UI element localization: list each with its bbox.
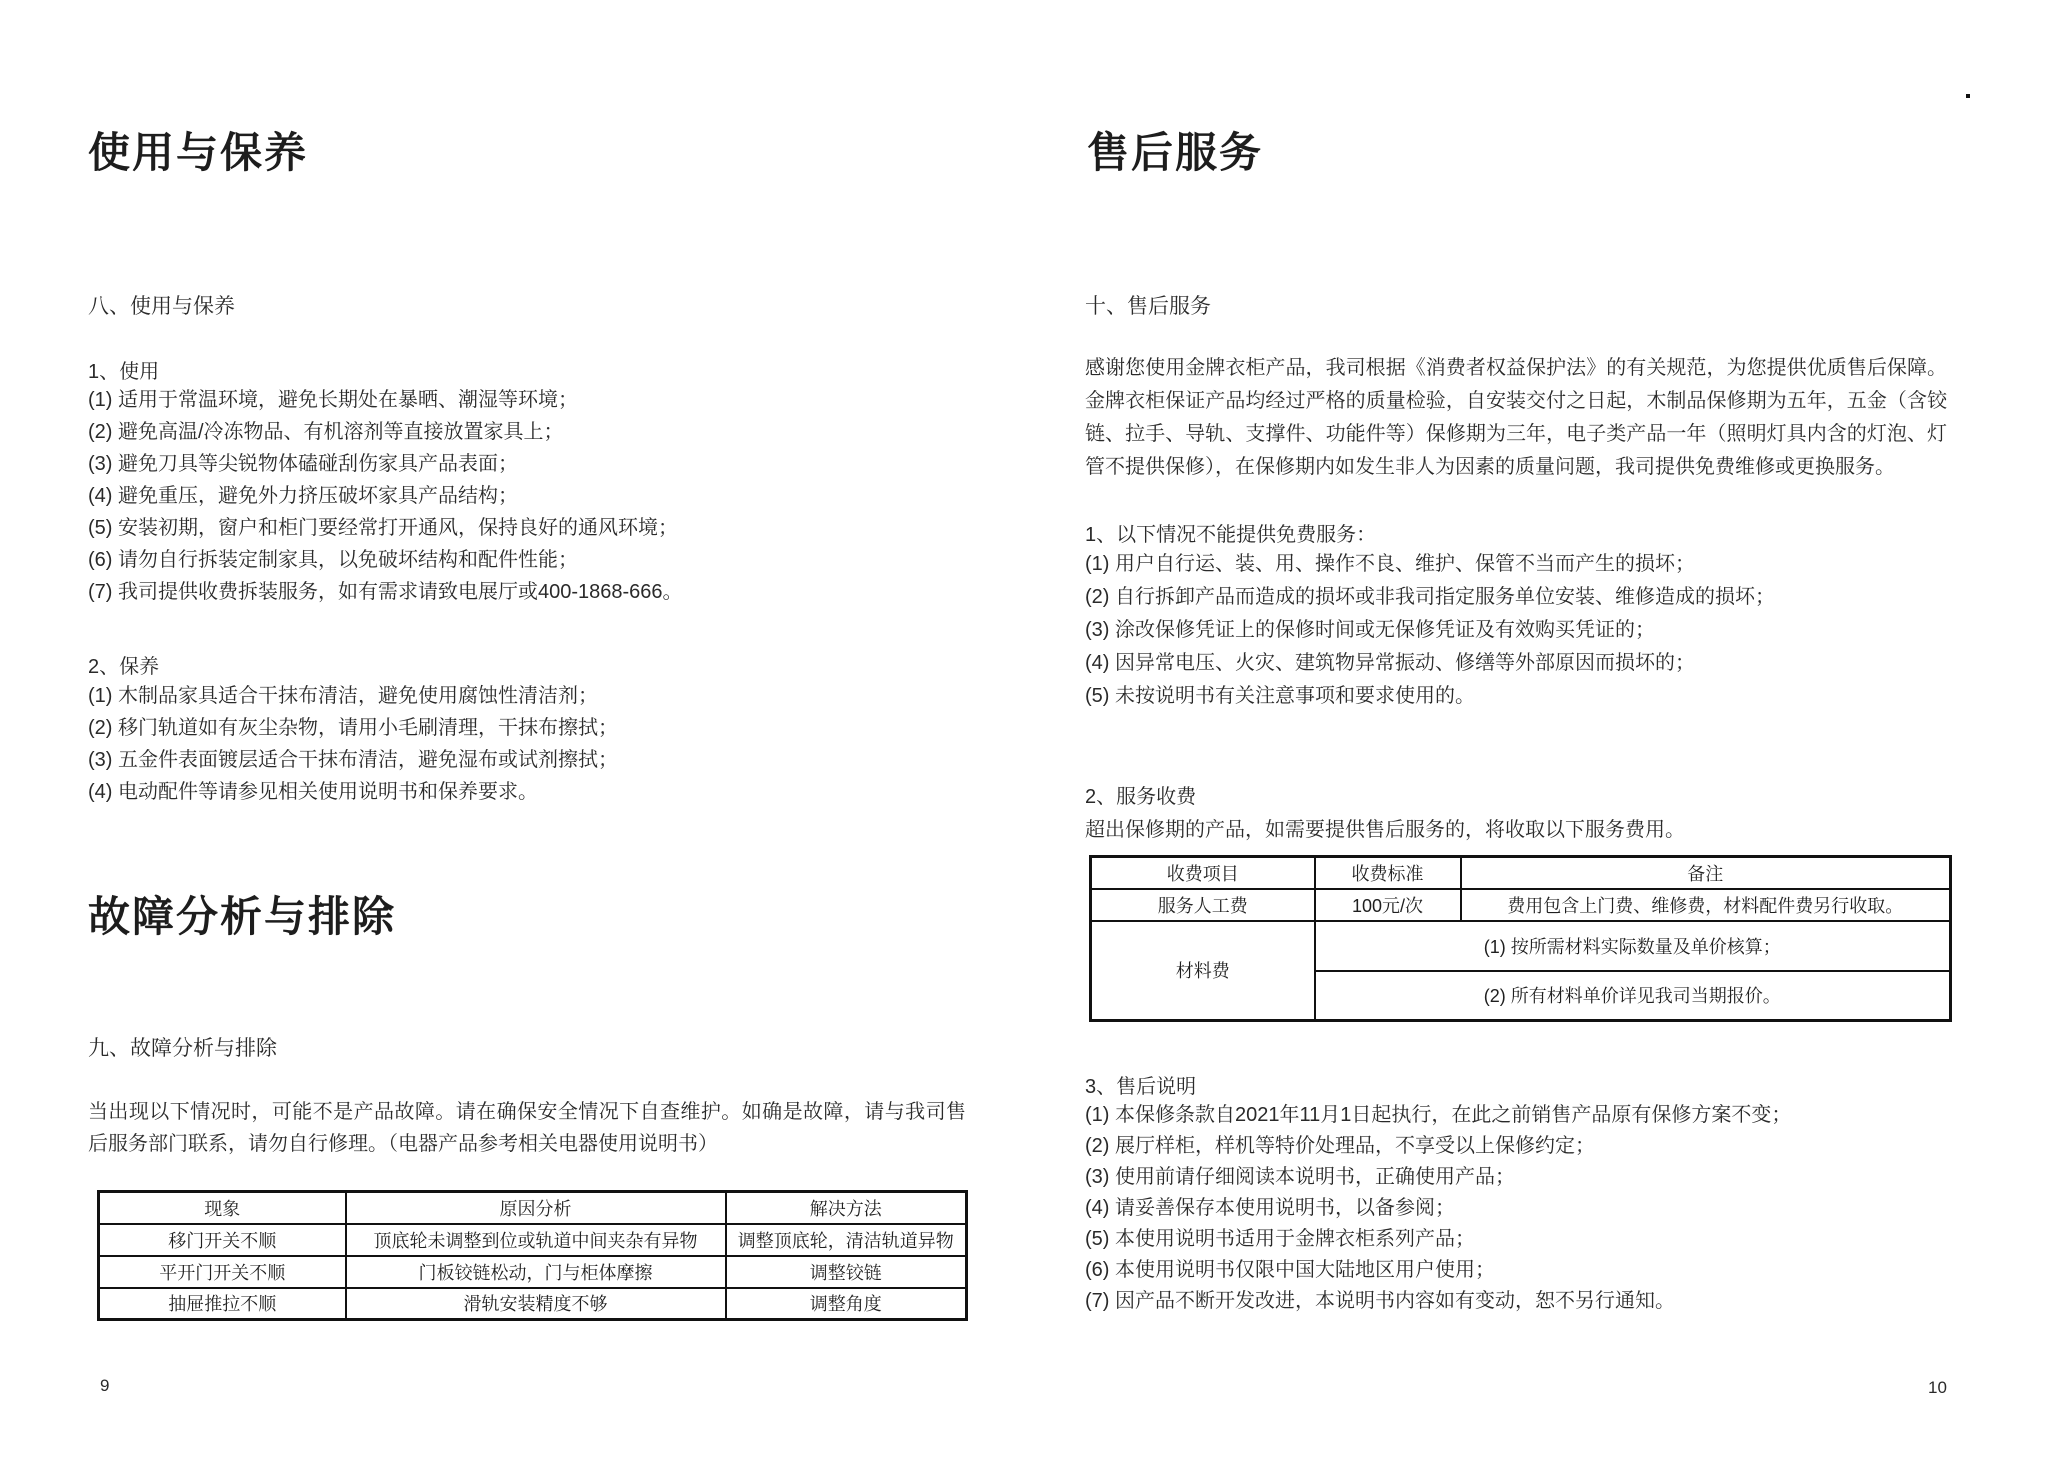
list-item: (7) 因产品不断开发改进，本说明书内容如有变动，恕不另行通知。 bbox=[1085, 1290, 1675, 1312]
free-service-item-list bbox=[1085, 548, 1775, 713]
table-cell: 100元/次 bbox=[1315, 889, 1461, 921]
list-item: (2) 展厅样柜，样机等特价处理品，不享受以上保修约定； bbox=[1085, 1135, 1595, 1157]
table-row bbox=[1091, 921, 1951, 971]
table-row bbox=[99, 1224, 967, 1256]
table-cell: 服务人工费 bbox=[1091, 889, 1315, 921]
list-item: (5) 未按说明书有关注意事项和要求使用的。 bbox=[1085, 685, 1475, 707]
subtitle-free-service: 1、以下情况不能提供免费服务： bbox=[1085, 524, 1377, 546]
troubleshooting-table bbox=[97, 1190, 968, 1321]
subtitle-care: 2、保养 bbox=[88, 656, 160, 678]
subtitle-after-sales-notes: 3、售后说明 bbox=[1085, 1076, 1197, 1098]
table-cell: 门板铰链松动，门与柜体摩擦 bbox=[346, 1256, 726, 1288]
table-cell: 滑轨安装精度不够 bbox=[346, 1288, 726, 1320]
list-item: (1) 本保修条款自2021年11月1日起执行，在此之前销售产品原有保修方案不变； bbox=[1085, 1104, 1792, 1126]
table-cell: (1) 按所需材料实际数量及单价核算； bbox=[1315, 921, 1951, 971]
table-header-cell: 原因分析 bbox=[346, 1192, 726, 1224]
table-cell: 移门开关不顺 bbox=[99, 1224, 346, 1256]
subtitle-service-fees: 2、服务收费 bbox=[1085, 786, 1197, 808]
table-header-row bbox=[99, 1192, 967, 1224]
page-number-left: 9 bbox=[100, 1376, 110, 1395]
after-sales-notes-list bbox=[1085, 1100, 1791, 1317]
table-cell: (2) 所有材料单价详见我司当期报价。 bbox=[1315, 971, 1951, 1021]
table-header-row bbox=[1091, 857, 1951, 889]
list-item: (1) 用户自行运、装、用、操作不良、维护、保管不当而产生的损坏； bbox=[1085, 553, 1695, 575]
table-header-cell: 收费标准 bbox=[1315, 857, 1461, 889]
right-title-after-sales: 售后服务 bbox=[1087, 129, 1264, 176]
list-item: (5) 安装初期，窗户和柜门要经常打开通风，保持良好的通风环境； bbox=[88, 517, 678, 539]
list-item: (2) 避免高温/冷冻物品、有机溶剂等直接放置家具上； bbox=[88, 421, 564, 443]
list-item: (4) 电动配件等请参见相关使用说明书和保养要求。 bbox=[88, 781, 538, 803]
list-item: (2) 移门轨道如有灰尘杂物，请用小毛刷清理，干抹布擦拭； bbox=[88, 717, 618, 739]
subtitle-use: 1、使用 bbox=[88, 361, 160, 383]
list-item: (3) 避免刀具等尖锐物体磕碰刮伤家具产品表面； bbox=[88, 453, 518, 475]
table-row bbox=[99, 1256, 967, 1288]
list-item: (6) 请勿自行拆装定制家具，以免破坏结构和配件性能； bbox=[88, 549, 578, 571]
table-header-cell: 现象 bbox=[99, 1192, 346, 1224]
after-sales-intro: 感谢您使用金牌衣柜产品，我司根据《消费者权益保护法》的有关规范，为您提供优质售后保障。金牌衣柜保证产品均经过严格的质量检验，自安装交付之日起，木制品保修期为五年，五金（含铰链、拉手、导轨、支撑件、功能件等）保修期为三年，电子类产品一年（照明灯具内含的灯泡、灯管不提供保修），在保修期内如发生非人为因素的质量问题，我司提供免费维修或更换服务。 bbox=[1085, 357, 1947, 478]
care-item-list bbox=[88, 680, 618, 808]
table-cell: 顶底轮未调整到位或轨道中间夹杂有异物 bbox=[346, 1224, 726, 1256]
list-item: (3) 使用前请仔细阅读本说明书，正确使用产品； bbox=[1085, 1166, 1515, 1188]
list-item: (1) 木制品家具适合干抹布清洁，避免使用腐蚀性清洁剂； bbox=[88, 685, 598, 707]
list-item: (5) 本使用说明书适用于金牌衣柜系列产品； bbox=[1085, 1228, 1475, 1250]
table-header-cell: 收费项目 bbox=[1091, 857, 1315, 889]
use-item-list bbox=[88, 384, 683, 608]
page-number-right: 10 bbox=[1928, 1378, 1947, 1397]
table-cell: 平开门开关不顺 bbox=[99, 1256, 346, 1288]
table-row bbox=[99, 1288, 967, 1320]
left-title-troubleshooting: 故障分析与排除 bbox=[88, 893, 397, 940]
list-item: (3) 涂改保修凭证上的保修时间或无保修凭证及有效购买凭证的； bbox=[1085, 619, 1655, 641]
heading-after-sales: 十、售后服务 bbox=[1085, 295, 1211, 318]
left-title-use-and-care: 使用与保养 bbox=[88, 129, 309, 176]
list-item: (4) 避免重压，避免外力挤压破坏家具产品结构； bbox=[88, 485, 518, 507]
table-cell: 调整顶底轮，清洁轨道异物 bbox=[726, 1224, 967, 1256]
list-item: (2) 自行拆卸产品而造成的损坏或非我司指定服务单位安装、维修造成的损坏； bbox=[1085, 586, 1775, 608]
stray-dot bbox=[1966, 94, 1970, 98]
list-item: (6) 本使用说明书仅限中国大陆地区用户使用； bbox=[1085, 1259, 1495, 1281]
table-cell: 材料费 bbox=[1091, 921, 1315, 1021]
list-item: (1) 适用于常温环境，避免长期处在暴晒、潮湿等环境； bbox=[88, 389, 578, 411]
table-header-cell: 解决方法 bbox=[726, 1192, 967, 1224]
table-cell: 调整铰链 bbox=[726, 1256, 967, 1288]
table-cell: 费用包含上门费、维修费，材料配件费另行收取。 bbox=[1461, 889, 1951, 921]
troubleshooting-intro: 当出现以下情况时，可能不是产品故障。请在确保安全情况下自查维护。如确是故障，请与我司售后服务部门联系，请勿自行修理。（电器产品参考相关电器使用说明书） bbox=[88, 1101, 966, 1155]
list-item: (7) 我司提供收费拆装服务，如有需求请致电展厅或400-1868-666。 bbox=[88, 581, 683, 603]
table-cell: 调整角度 bbox=[726, 1288, 967, 1320]
heading-troubleshooting: 九、故障分析与排除 bbox=[88, 1037, 277, 1060]
list-item: (4) 因异常电压、火灾、建筑物异常振动、修缮等外部原因而损坏的； bbox=[1085, 652, 1695, 674]
heading-use-and-care: 八、使用与保养 bbox=[88, 295, 235, 318]
list-item: (4) 请妥善保存本使用说明书，以备参阅； bbox=[1085, 1197, 1455, 1219]
list-item: (3) 五金件表面镀层适合干抹布清洁，避免湿布或试剂擦拭； bbox=[88, 749, 618, 771]
service-fees-intro: 超出保修期的产品，如需要提供售后服务的，将收取以下服务费用。 bbox=[1085, 819, 1685, 841]
table-header-cell: 备注 bbox=[1461, 857, 1951, 889]
service-fees-table bbox=[1089, 855, 1952, 1022]
table-row bbox=[1091, 889, 1951, 921]
table-cell: 抽屉推拉不顺 bbox=[99, 1288, 346, 1320]
